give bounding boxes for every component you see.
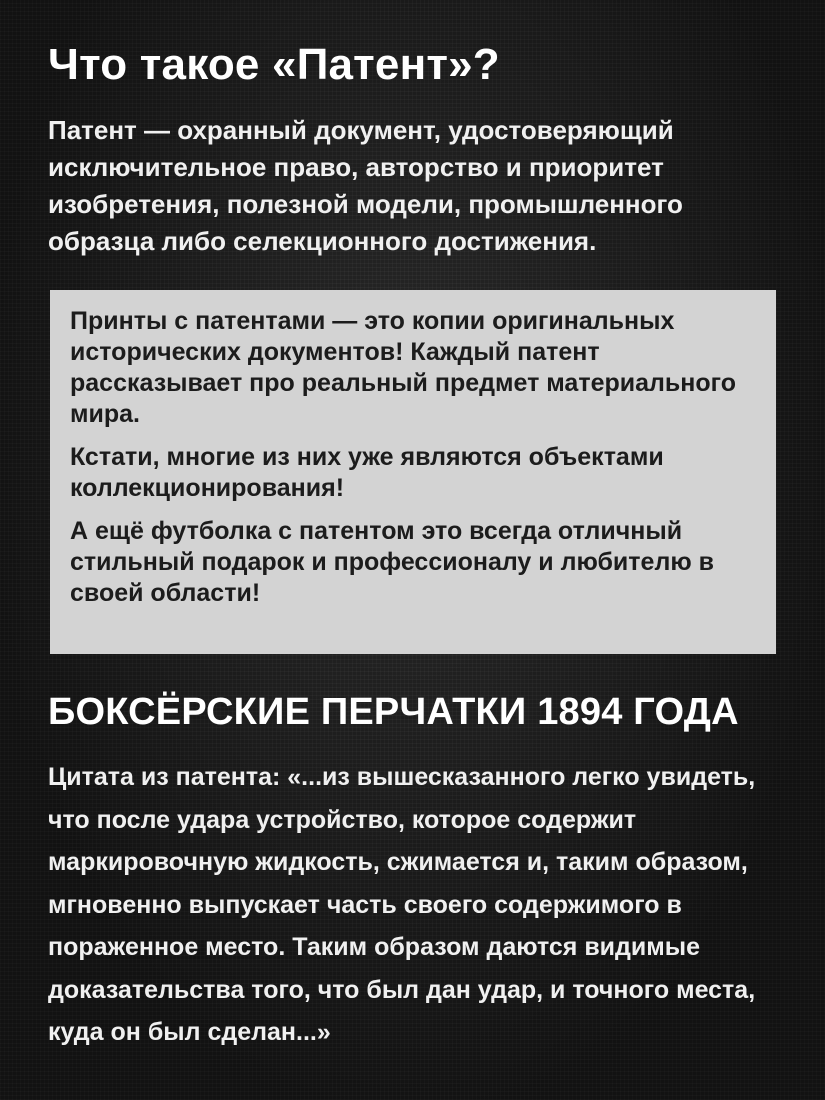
info-paragraph-collecting: Кстати, многие из них уже являются объектами коллекционирования! [70,443,664,502]
patent-quote-text: Цитата из патента: «...из вышесказанного легко увидеть, что после удара устройство, которое содержит маркировочную жидкость, сжимается и, таким образом, мгновенно выпускает часть своего содержимого в пораженное место. Таким образом даются видимые доказательства того, что был дан удар, и точного места, куда он был сделан...» [48,763,756,1046]
info-paragraph-prints: Принты с патентами — это копии оригинальных исторических документов! Каждый патент рассказывает про реальный предмет материального мира. [70,307,737,428]
section-title-what-is-patent: Что такое «Патент»? [48,40,500,89]
patent-definition-text: Патент — охранный документ, удостоверяющий исключительное право, авторство и приоритет изобретения, полезной модели, промышленного образца либо селекционного достижения. [48,115,683,256]
prints-info-box [50,290,776,654]
section-title-boxing-gloves: БОКСЁРСКИЕ ПЕРЧАТКИ 1894 ГОДА [48,691,739,733]
info-paragraph-gift: А ещё футболка с патентом это всегда отличный стильный подарок и профессионалу и любителю в своей области! [70,517,714,607]
